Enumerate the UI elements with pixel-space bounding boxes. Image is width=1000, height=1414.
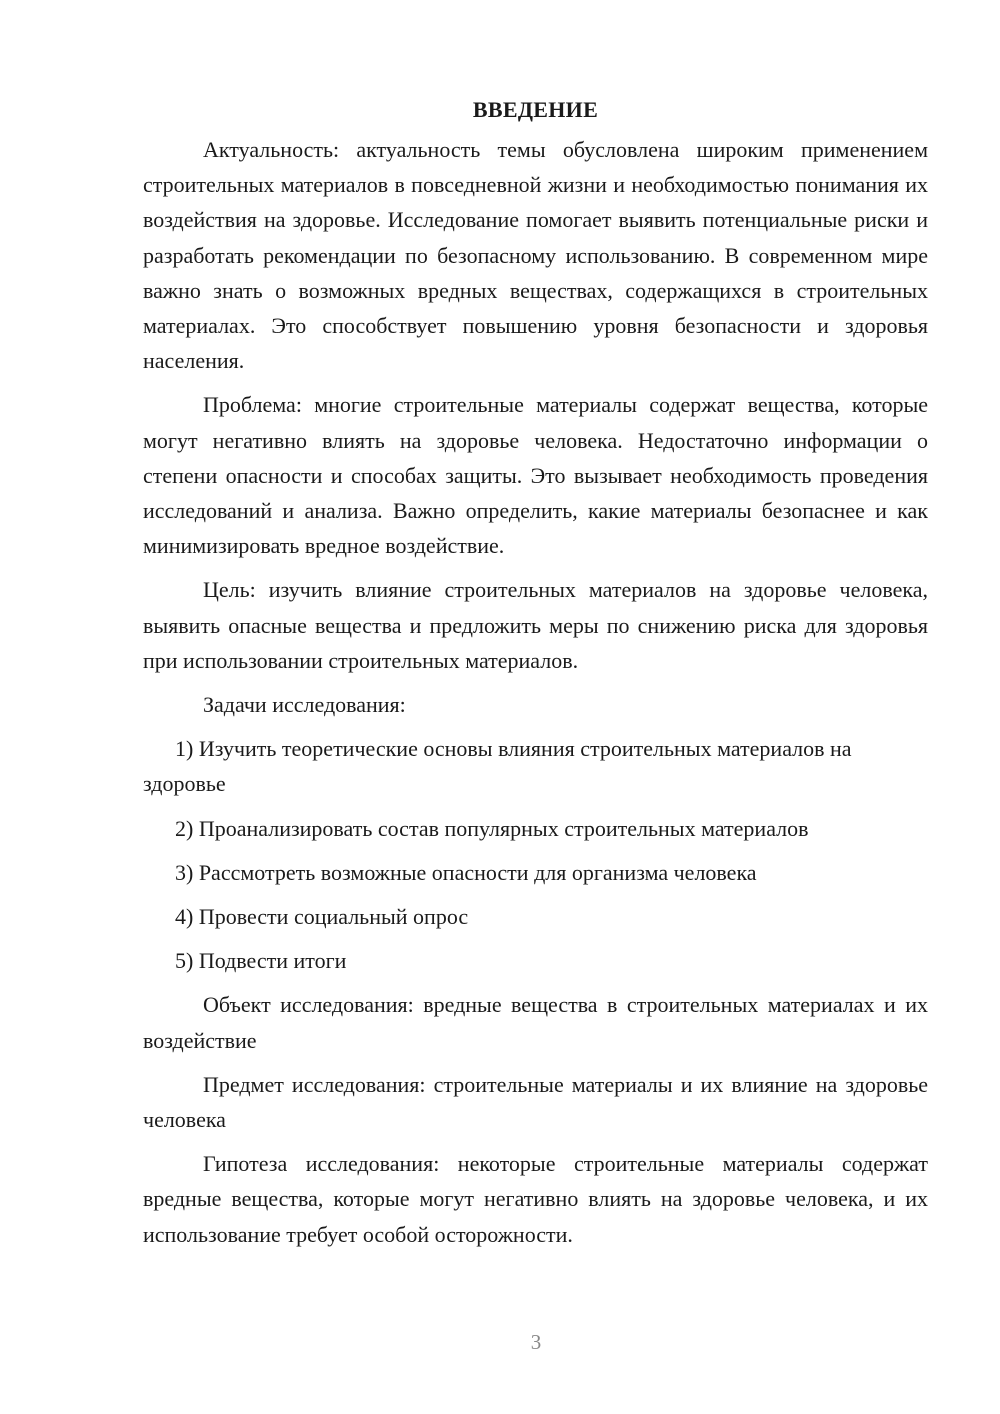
tasks-heading: Задачи исследования: [203,692,406,718]
document-page [143,92,928,1252]
goal-paragraph: Цель: изучить влияние строительных материалов на здоровье человека, выявить опасные вещества и предложить меры по снижению риска для здоровья при использовании строительных материалов. [143,577,928,673]
list-item: 1) Изучить теоретические основы влияния строительных материалов на здоровье [143,736,852,797]
subject-paragraph: Предмет исследования: строительные материалы и их влияние на здоровье человека [143,1071,928,1133]
list-item: 2) Проанализировать состав популярных строительных материалов [175,815,809,841]
document-title: ВВЕДЕНИЕ [472,97,599,122]
page-number: 3 [530,1330,542,1354]
hypothesis-paragraph: Гипотеза исследования: некоторые строительные материалы содержат вредные вещества, которые могут негативно влиять на здоровье человека, и их использование требует особой осторожности. [143,1151,928,1247]
relevance-paragraph: Актуальность: актуальность темы обусловлена широким применением строительных материалов в повседневной жизни и необходимостью понимания их воздействия на здоровье. Исследование помогает выявить потенциальные риски и разработать рекомендации по безопасному использованию. В современном мире важно знать о возможных вредных веществах, содержащихся в строительных материалах. Это способствует повышению уровня безопасности и здоровья населения. [143,137,928,374]
list-item: 4) Провести социальный опрос [175,904,469,930]
problem-paragraph: Проблема: многие строительные материалы содержат вещества, которые могут негативно влиять на здоровье человека. Недостаточно информации о степени опасности и способах защиты. Это вызывает необходимость проведения исследований и анализа. Важно определить, какие материалы безопаснее и как минимизировать вредное воздействие. [143,392,928,559]
list-item: 5) Подвести итоги [175,948,347,974]
object-paragraph: Объект исследования: вредные вещества в строительных материалах и их воздействие [143,992,928,1053]
tasks-list [143,731,928,978]
list-item: 3) Рассмотреть возможные опасности для организма человека [175,859,757,885]
